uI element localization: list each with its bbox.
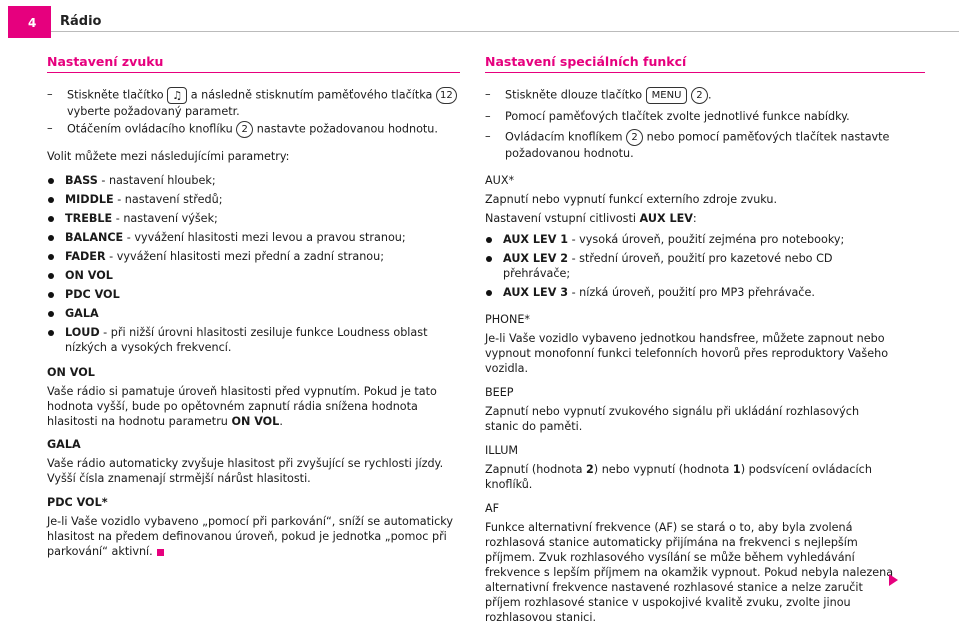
gala-text: Vaše rádio automaticky zvyšuje hlasitost při zvyšující se rychlosti jízdy. Vyšší čísla znamenají strmější nárůst hlasitosti. [47,457,444,485]
step-text: a následně stisknutím paměťového tlačítka [190,88,433,102]
pdc-heading: PDC VOL* [47,496,108,509]
beep-text: Zapnutí nebo vypnutí zvukového signálu při ukládání rozhlasových stanic do paměti. [485,405,860,433]
page-header [0,0,959,44]
right-column [485,54,895,625]
step-1 [47,87,460,119]
left-column [47,54,460,559]
aux-sensitivity: Nastavení vstupní citlivosti AUX LEV: [485,212,697,225]
section-heading-sound: Nastavení zvuku [47,54,460,73]
list-item: LOUD - při nižší úrovni hlasitosti zesiluje funkce Loudness oblast nízkých a vysokých frekvencí. [47,325,460,355]
step-2 [47,121,460,138]
key-marker: 12 [436,87,457,104]
onvol-text: Vaše rádio si pamatuje úroveň hlasitosti před vypnutím. Pokud je tato hodnota vyšší, bude po opětovném zapnutí rádia snížena hodnota hlasitosti na hodnotu parametru ON VOL. [47,385,437,428]
af-text: Funkce alternativní frekvence (AF) se stará o to, aby byla zvolená rozhlasová stanice automaticky přijímána na frekvenci s nejlepším příjmem. Zvuk rozhlasového vysílání se může během vyhledávání frekvence s lepším příjmem na okamžik vypnout. Pokud nebyla nalezena alternativní frekvence nastavené rozhlasové stanice a nelze zaručit příjem rozhlasové stanice v uspokojivé kvalitě zvuku, zvolte jinou rozhlasovou stanici. [485,521,894,624]
list-item: AUX LEV 2 - střední úroveň, použití pro kazetové nebo CD přehrávače; [485,251,895,281]
aux-heading: AUX* [485,174,515,187]
list-item: MIDDLE - nastavení středů; [47,192,460,207]
key-marker: 2 [236,121,253,138]
params-intro: Volit můžete mezi následujícími parametry: [47,150,290,163]
list-item: TREBLE - nastavení výšek; [47,211,460,226]
page-number: 4 [8,6,51,38]
phone-heading: PHONE* [485,313,530,326]
beep-heading: BEEP [485,386,514,399]
menu-key: MENU [646,87,688,104]
step-text: nastavte požadovanou hodnotu. [256,122,438,136]
pdc-text: Je-li Vaše vozidlo vybaveno „pomocí při parkování“, sníží se automaticky hlasitost na předem definovanou úroveň, pokud je jednotka „pomoc při parkování“ aktivní. [47,515,453,558]
step-text: Stiskněte tlačítko [67,88,164,102]
music-note-icon: ♫ [167,87,187,104]
list-item: ON VOL [47,268,460,283]
step-1: – Stiskněte dlouze tlačítko MENU 2 . [485,87,895,104]
step-3: – Ovládacím knoflíkem 2 nebo pomocí paměťových tlačítek nastavte požadovanou hodnotu. [485,129,895,161]
header-rule [51,31,959,32]
parameter-list [47,173,460,355]
key-marker: 2 [691,87,708,104]
illum-heading: ILLUM [485,444,519,457]
list-item: AUX LEV 1 - vysoká úroveň, použití zejména pro notebooky; [485,232,895,247]
aux-level-list [485,232,895,300]
illum-text: Zapnutí (hodnota 2) nebo vypnutí (hodnota 1) podsvícení ovládacích knoflíků. [485,463,872,491]
af-heading: AF [485,502,500,515]
key-marker: 2 [626,129,643,146]
list-item: GALA [47,306,460,321]
list-item: AUX LEV 3 - nízká úroveň, použití pro MP3 přehrávače. [485,285,895,300]
list-item: PDC VOL [47,287,460,302]
aux-text: Zapnutí nebo vypnutí funkcí externího zdroje zvuku. [485,193,778,206]
step-text: Otáčením ovládacího knoflíku [67,122,233,136]
list-item: FADER - vyvážení hlasitosti mezi přední a zadní stranou; [47,249,460,264]
list-item: BASS - nastavení hloubek; [47,173,460,188]
onvol-heading: ON VOL [47,366,95,379]
chapter-title: Rádio [60,14,102,29]
step-2: – Pomocí paměťových tlačítek zvolte jednotlivé funkce nabídky. [485,109,895,124]
next-page-arrow-icon [889,574,898,586]
step-text: vyberte požadovaný parametr. [67,105,240,118]
phone-text: Je-li Vaše vozidlo vybaveno jednotkou handsfree, můžete zapnout nebo vypnout monofonní funkci telefonních hovorů přes reproduktory Vašeho vozidla. [485,332,889,375]
section-heading-special: Nastavení speciálních funkcí [485,54,925,73]
end-square-icon [157,549,164,556]
gala-heading: GALA [47,438,81,451]
list-item: BALANCE - vyvážení hlasitosti mezi levou a pravou stranou; [47,230,460,245]
